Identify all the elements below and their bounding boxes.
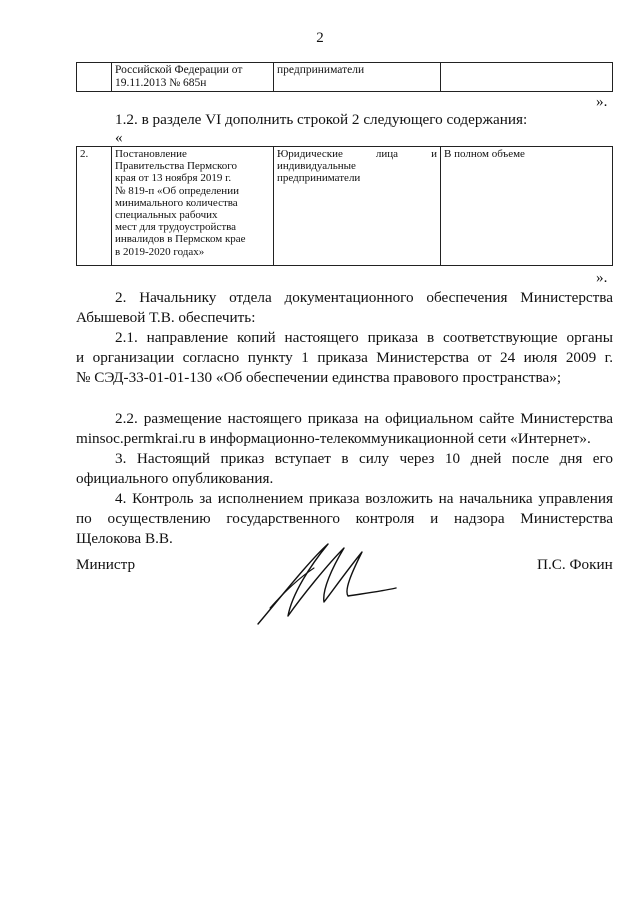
closing-quote: ».: [596, 269, 608, 286]
table-cell-number: 2.: [77, 147, 112, 266]
paragraph-2-1-line: и организации согласно пункту 1 приказа Министерства от 24 июля 2009 г.: [76, 349, 613, 366]
table-row: [77, 63, 613, 92]
doc-line: специальных рабочих: [115, 209, 218, 222]
subject-line: индивидуальные: [277, 160, 356, 173]
paragraph-3-line: 3. Настоящий приказ вступает в силу через 10 дней после дня его: [115, 450, 613, 467]
opening-quote: «: [115, 129, 123, 146]
doc-line: минимального количества: [115, 196, 238, 209]
table-cell-document: [112, 147, 274, 266]
paragraph-2-1-line: № СЭД-33-01-01-130 «Об обеспечении единства правового пространства»;: [76, 369, 562, 386]
table-new-row: [76, 146, 613, 266]
subject-line: Юридические лица и: [277, 148, 437, 160]
paragraph-2-2-line: minsoc.permkrai.ru в информационно-телекоммуникационной сети «Интернет».: [76, 430, 591, 447]
paragraph-4-line: 4. Контроль за исполнением приказа возложить на начальника управления: [115, 490, 613, 507]
table-cell-number: [77, 63, 112, 92]
table-cell-document: Российской Федерации от 19.11.2013 № 685н: [112, 63, 274, 92]
doc-line: Постановление: [115, 148, 187, 160]
paragraph-2-line: Абышевой Т.В. обеспечить:: [76, 309, 256, 326]
table-cell-scope: [441, 63, 613, 92]
page-number: 2: [316, 30, 324, 46]
doc-line: мест для трудоустройства: [115, 221, 237, 234]
section-heading: 1.2. в разделе VI дополнить строкой 2 следующего содержания:: [115, 111, 528, 128]
table-continuation: [76, 62, 613, 92]
table-cell-subjects: [274, 147, 441, 266]
doc-line: края от 13 ноября 2019 г.: [115, 172, 232, 185]
paragraph-4-line: Щелокова В.В.: [76, 530, 173, 547]
table-row: [77, 147, 613, 266]
paragraph-2-2-line: 2.2. размещение настоящего приказа на официальном сайте Министерства: [115, 410, 613, 427]
table-cell-subjects: предприниматели: [274, 63, 441, 92]
doc-line: № 819-п «Об определении: [115, 184, 239, 197]
closing-quote: ».: [596, 93, 608, 110]
doc-line: Правительства Пермского: [115, 160, 237, 173]
doc-line: в 2019-2020 годах»: [115, 245, 205, 258]
paragraph-2-line: 2. Начальнику отдела документационного обеспечения Министерства: [115, 289, 613, 306]
signatory-name: П.С. Фокин: [537, 556, 613, 573]
paragraph-2-1-line: 2.1. направление копий настоящего приказа в соответствующие органы: [115, 329, 613, 346]
paragraph-4-line: по осуществлению государственного контроля и надзора Министерства: [76, 510, 613, 527]
doc-line: инвалидов в Пермском крае: [115, 233, 246, 246]
handwritten-signature: [240, 538, 400, 630]
paragraph-3-line: официального опубликования.: [76, 470, 274, 487]
signatory-title: Министр: [76, 556, 136, 573]
subject-line: предприниматели: [277, 172, 361, 185]
table-cell-scope: В полном объеме: [441, 147, 613, 266]
